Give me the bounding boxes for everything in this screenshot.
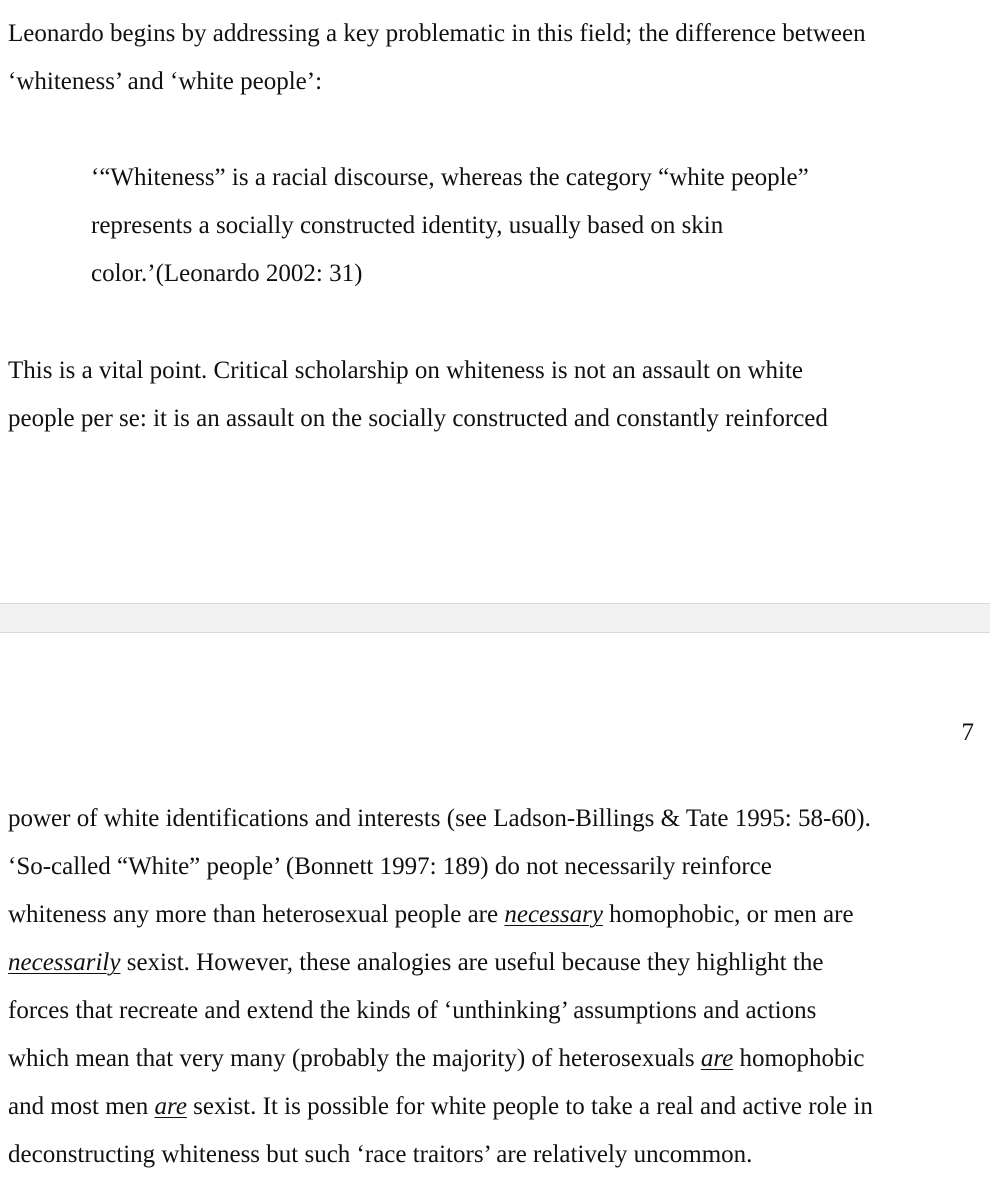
document-page-7 bbox=[0, 633, 990, 1200]
text-run: and most men bbox=[8, 1093, 155, 1120]
text-run: homophobic bbox=[733, 1045, 865, 1072]
text-run: sexist. It is possible for white people to take a real and active role in bbox=[186, 1093, 873, 1120]
text-line: ‘whiteness’ and ‘white people’: bbox=[8, 68, 323, 95]
text-line bbox=[8, 939, 873, 987]
text-run: power of white identifications and interests (see Ladson-Billings & Tate 1995: 58-60). bbox=[8, 805, 871, 832]
text-run: ‘So-called “White” people’ (Bonnett 1997: 189) do not necessarily reinforce bbox=[8, 853, 772, 880]
block-quote-leonardo bbox=[91, 154, 809, 298]
quote-line: ‘“Whiteness” is a racial discourse, whereas the category “white people” bbox=[91, 164, 809, 191]
emphasis-are: are bbox=[154, 1093, 187, 1120]
paragraph-vital-point bbox=[8, 347, 828, 443]
text-run: which mean that very many (probably the majority) of heterosexuals bbox=[8, 1045, 701, 1072]
text-line bbox=[8, 987, 873, 1035]
text-line bbox=[8, 891, 873, 939]
text-line: This is a vital point. Critical scholarship on whiteness is not an assault on white bbox=[8, 357, 804, 384]
text-run: sexist. However, these analogies are useful because they highlight the bbox=[120, 949, 824, 976]
emphasis-necessary: necessary bbox=[504, 901, 603, 928]
text-line bbox=[8, 795, 873, 843]
text-line bbox=[8, 1083, 873, 1131]
text-line bbox=[8, 843, 873, 891]
text-run: whiteness any more than heterosexual people are bbox=[8, 901, 505, 928]
text-line: Leonardo begins by addressing a key problematic in this field; the difference between bbox=[8, 20, 866, 47]
text-run: homophobic, or men are bbox=[602, 901, 854, 928]
text-line bbox=[8, 1131, 873, 1179]
paragraph-continued bbox=[8, 795, 873, 1179]
page-break-separator bbox=[0, 603, 990, 633]
page-number: 7 bbox=[961, 719, 974, 746]
text-run: forces that recreate and extend the kinds of ‘unthinking’ assumptions and actions bbox=[8, 997, 817, 1024]
quote-line: represents a socially constructed identity, usually based on skin bbox=[91, 212, 724, 239]
text-run: deconstructing whiteness but such ‘race traitors’ are relatively uncommon. bbox=[8, 1141, 753, 1168]
text-line: people per se: it is an assault on the socially constructed and constantly reinforced bbox=[8, 405, 828, 432]
emphasis-necessarily: necessarily bbox=[8, 949, 121, 976]
quote-line: color.’(Leonardo 2002: 31) bbox=[91, 260, 363, 287]
emphasis-are: are bbox=[700, 1045, 734, 1072]
paragraph-leonardo-intro bbox=[8, 10, 866, 106]
text-line bbox=[8, 1035, 873, 1083]
